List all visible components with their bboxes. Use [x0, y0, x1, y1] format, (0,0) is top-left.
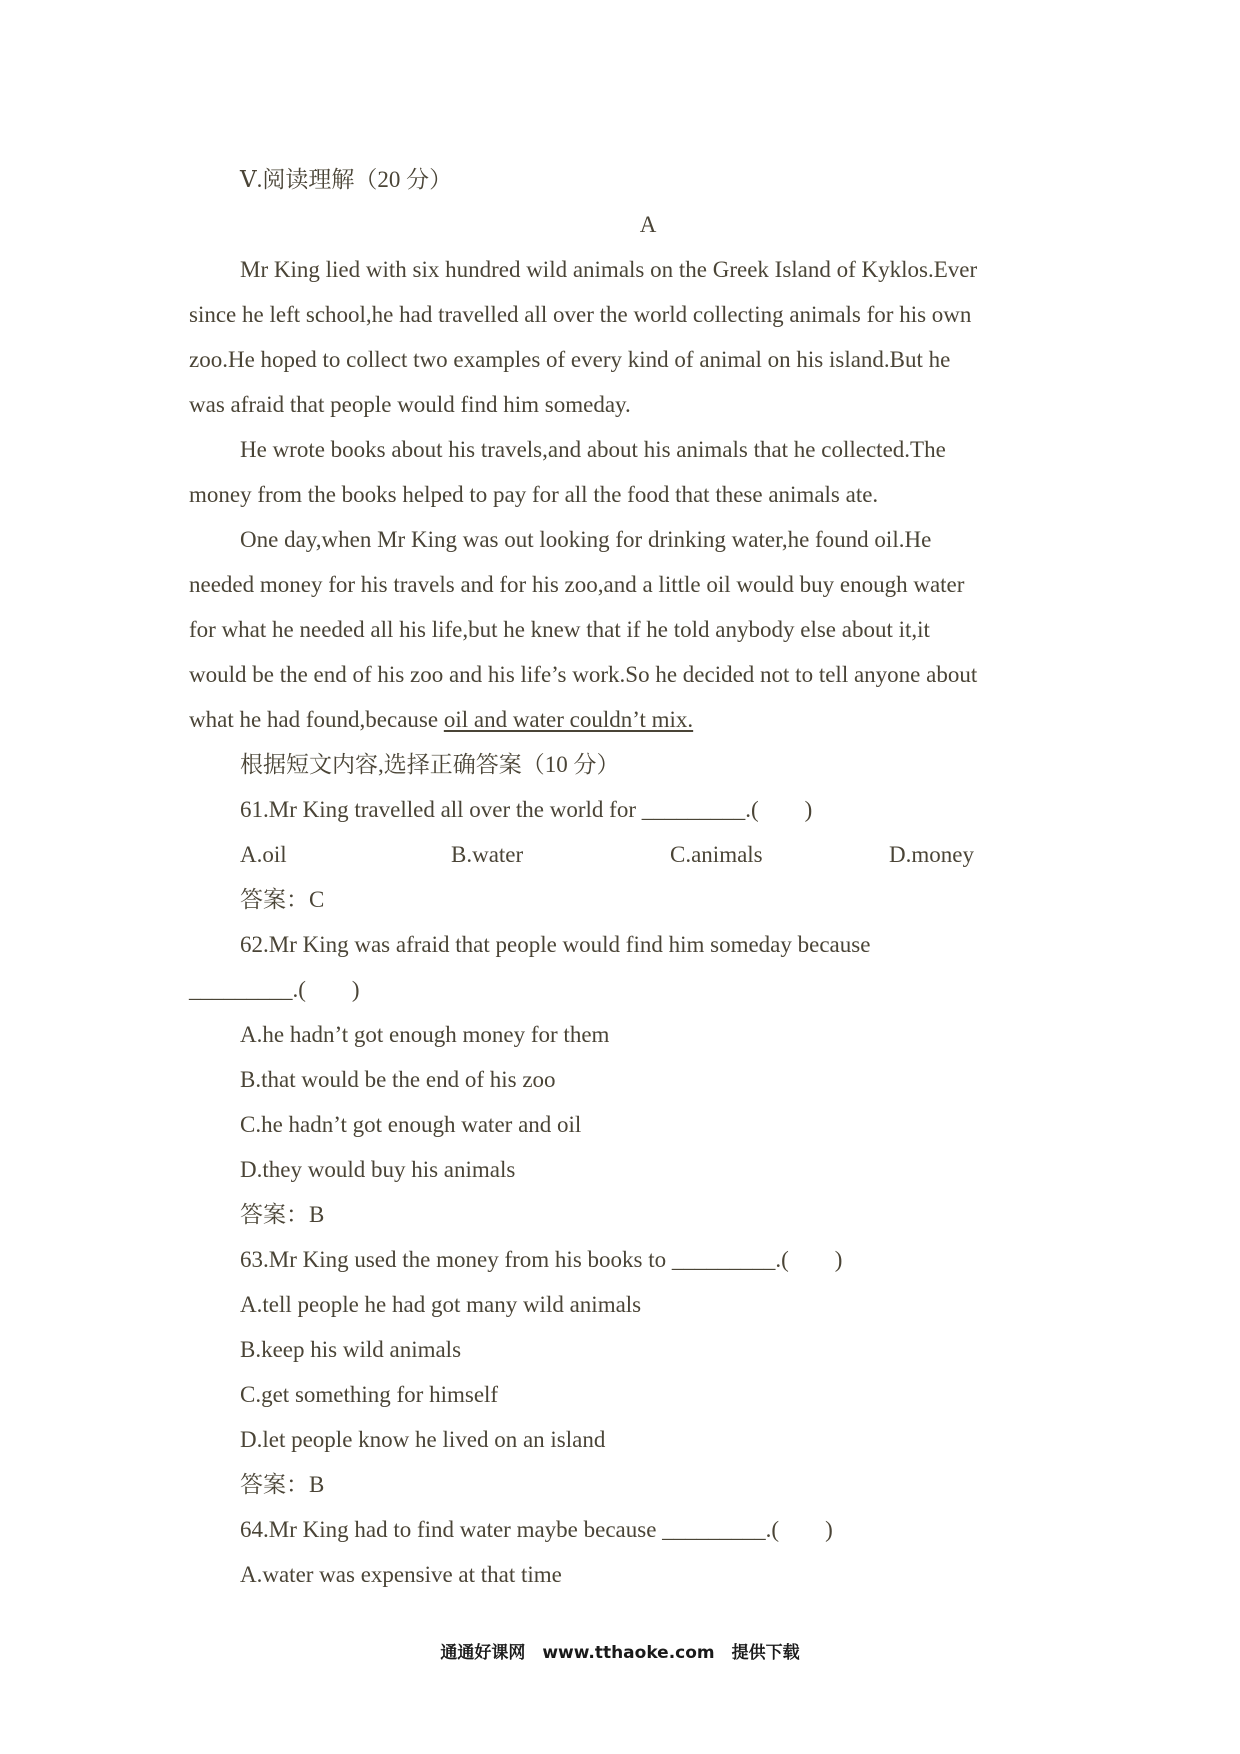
- option: C.get something for himself: [240, 1382, 499, 1407]
- option: D.let people know he lived on an island: [240, 1427, 606, 1452]
- answer: 答案：B: [240, 1472, 325, 1497]
- question-stem: 62.Mr King was afraid that people would find him someday because: [240, 932, 871, 957]
- passage-line: One day,when Mr King was out looking for drinking water,he found oil.He: [240, 527, 932, 552]
- option: A.tell people he had got many wild animals: [240, 1292, 642, 1317]
- option-row: [0, 840, 1240, 870]
- passage-line: Mr King lied with six hundred wild animals on the Greek Island of Kyklos.Ever: [240, 257, 978, 282]
- question-stem: 64.Mr King had to find water maybe because _________.( ): [240, 1517, 833, 1542]
- passage-line: for what he needed all his life,but he knew that if he told anybody else about it,it: [189, 617, 930, 642]
- option: D.they would buy his animals: [240, 1157, 516, 1182]
- option: C.animals: [670, 842, 763, 867]
- passage-line: was afraid that people would find him someday.: [189, 392, 631, 417]
- option: A.water was expensive at that time: [240, 1562, 562, 1587]
- passage-last-line: [189, 705, 693, 735]
- answer: 答案：B: [240, 1202, 325, 1227]
- option: C.he hadn’t got enough water and oil: [240, 1112, 582, 1137]
- passage-line: since he left school,he had travelled all over the world collecting animals for his own: [189, 302, 972, 327]
- passage-line: money from the books helped to pay for all the food that these animals ate.: [189, 482, 879, 507]
- question-stem: 63.Mr King used the money from his books to _________.( ): [240, 1247, 843, 1272]
- option: D.money: [889, 842, 974, 867]
- answer: 答案：C: [240, 887, 325, 912]
- section-heading: Ⅴ.阅读理解（20 分）: [240, 167, 453, 192]
- option: A.he hadn’t got enough money for them: [240, 1022, 610, 1047]
- instruction: 根据短文内容,选择正确答案（10 分）: [240, 752, 620, 777]
- underlined-phrase: oil and water couldn’t mix.: [443, 707, 694, 732]
- option: A.oil: [240, 842, 287, 867]
- passage-line: needed money for his travels and for his zoo,and a little oil would buy enough water: [189, 572, 965, 597]
- option: B.water: [451, 842, 524, 867]
- passage-line: would be the end of his zoo and his life’s work.So he decided not to tell anyone about: [189, 662, 978, 687]
- question-stem: 61.Mr King travelled all over the world for _________.( ): [240, 797, 813, 822]
- passage-line-text: what he had found,because: [189, 707, 444, 732]
- option: B.that would be the end of his zoo: [240, 1067, 556, 1092]
- option: B.keep his wild animals: [240, 1337, 462, 1362]
- page-footer: 通通好课网 www.tthaoke.com 提供下载: [440, 1643, 800, 1663]
- passage-line: zoo.He hoped to collect two examples of every kind of animal on his island.But he: [189, 347, 951, 372]
- passage-line: He wrote books about his travels,and about his animals that he collected.The: [240, 437, 946, 462]
- question-stem-continued: _________.( ): [189, 977, 360, 1002]
- passage-label: A: [639, 212, 657, 237]
